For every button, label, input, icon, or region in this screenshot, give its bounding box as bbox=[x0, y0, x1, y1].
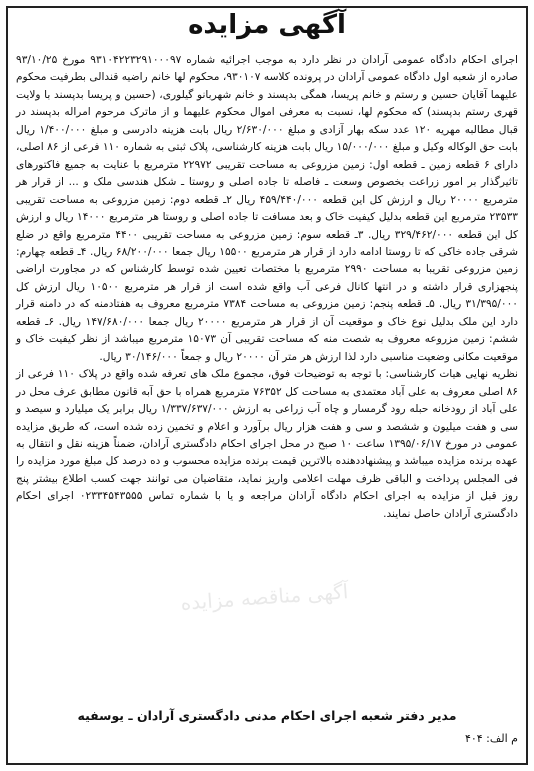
notice-title: آگهی مزایده bbox=[188, 10, 346, 40]
notice-body bbox=[16, 52, 518, 523]
watermark: آگهی مناقصه مزایده bbox=[179, 579, 350, 615]
notice-paragraph-final-opinion: نظریه نهایی هیات کارشناسی: با توجه به توضیحات فوق، مجموع ملک های تعرفه شده واقع در پلاک ۱۱۰ فرعی از ۸۶ اصلی معروف به علی آباد معتمدی به مساحت کل ۷۶۳۵۲ مترمربع همراه با حق آبه قانون مطابق عرف محل در علی آباد از رودخانه حبله رود گرمسار و چاه آب زراعی به ارزش ۱/۳۳۷/۶۳۷/۰۰۰ ریال برابر یک میلیارد و سیصد و سی و هفت میلیون و ششصد و سی و هفت هزار ریال برآورد و اعلام و تخمین زده شده است، که طریق مزایده عمومی در مورخ ۱۳۹۵/۰۶/۱۷ ساعت ۱۰ صبح در محل اجرای احکام دادگستری آرادان، ضمناً هزینه نقل و انتقال به عهده برنده مزایده میباشد و پیشنهاددهنده بالاترین قیمت برنده مزایده محسوب و ده درصد کل مبلغ مورد مزایده را فی المجلس پرداخت و الباقی ظرف مهلت اعلامی واریز نماید، متقاضیان می توانند جهت کسب اطلاع بیشتر پنج روز قبل از مزایده به اجرای احکام دادگاه آرادان مراجعه و یا با شماره تماس ۰۲۳۳۴۵۴۳۵۵۵ اجرای احکام دادگستری آرادان حاصل نمایند. bbox=[16, 368, 519, 520]
notice-code: م الف: ۴۰۴ bbox=[464, 732, 518, 745]
notice-signature: مدیر دفتر شعبه اجرای احکام مدنی دادگستری آرادان ـ یوسفیه bbox=[77, 708, 457, 723]
notice-paragraph-details: اجرای احکام دادگاه عمومی آرادان در نظر دارد به موجب اجرائیه شماره ۹۳۱۰۴۲۲۳۲۹۱۰۰۰۹۷ مورخ ۹۳/۱۰/۲۵ صادره از شعبه اول دادگاه عمومی آرادان در پرونده کلاسه ۹۳۰۱۰۷، محکوم لها خانم راضیه قندالی بطرفیت محکوم علیهما آقایان حسین و رستم و خانم پریسا، همگی بدپسند و خانم شهربانو گیلوری، (حسین و پریسا بدپسند با ولایت قهری رستم بدپسند) که محکوم لها، نسبت به معرفی اموال محکوم علیهما و از ماترک مرحوم امراله بدپسند در قبال مطالبه مهریه ۱۲۰ عدد سکه بهار آزادی و مبلغ ۲/۶۳۰/۰۰۰ ریال بابت هزینه دادرسی و مبلغ ۱/۴۰۰/۰۰۰ ریال بابت حق الوکاله وکیل و مبلغ ۱۵/۰۰۰/۰۰۰ ریال بابت هزینه کارشناسی، پلاک ثبتی به شماره ۱۱۰ فرعی از ۸۶ اصلی، دارای ۶ قطعه زمین ـ قطعه اول: زمین مزروعی به مساحت تقریبی ۲۲۹۷۲ مترمربع با عنایت به جمیع فاکتورهای تاثیرگذار بر امور زراعت بخصوص وسعت ـ فاصله تا جاده اصلی و روستا ـ شکل هندسی ملک و ... از قرار هر مترمربع ۲۰۰۰۰ ریال و ارزش کل این قطعه ۴۵۹/۴۴۰/۰۰۰ ریال ۲ـ قطعه دوم: زمین مزروعی به مساحت تقریبی ۲۳۵۳۳ مترمربع این قطعه بدلیل کیفیت خاک و بعد مسافت تا جاده اصلی و روستا هر مترمربع ۱۴۰۰۰ ریال و ارزش کل این قطعه ۳۲۹/۴۶۲/۰۰۰ ریال. ۳ـ قطعه سوم: زمین مزروعی به مساحت تقریبی ۴۴۰۰ مترمربع واقع در ضلع شرقی جاده خاکی که تا روستا ادامه دارد از قرار هر مترمربع ۱۵۵۰۰ ریال جمعا ۶۸/۲۰۰/۰۰۰ ریال. ۴ـ قطعه چهارم: زمین مزروعی تقریبا به مساحت ۲۹۹۰ مترمربع با مختصات تعیین شده توسط کارشناس که در مجاورت اراضی پنجهزاری قرار داشته و در انتها کانال فرعی آب واقع شده است از قرار هر مترمربع ۱۰۵۰۰ ریال ارزش کل ۳۱/۳۹۵/۰۰۰ ریال. ۵ـ قطعه پنجم: زمین مزروعی به مساحت ۷۳۸۴ مترمربع معروف به هفتادمنه که در دامنه قرار دارد این ملک بدلیل نوع خاک و موقعیت آن از قرار هر مترمربع ۲۰۰۰۰ ریال جمعا ۱۴۷/۶۸۰/۰۰۰ ریال. ۶ـ قطعه ششم: زمین مزروعه معروف به شصت منه که مساحت تقریبی آن ۱۵۰۷۳ مترمربع میباشد از نظر کیفیت خاک و موقعیت مکانی وضعیت مناسبی دارد لذا ارزش هر متر آن ۲۰۰۰۰ ریال و جمعاً ۳۰/۱۴۶/۰۰۰ ریال. bbox=[16, 54, 519, 363]
